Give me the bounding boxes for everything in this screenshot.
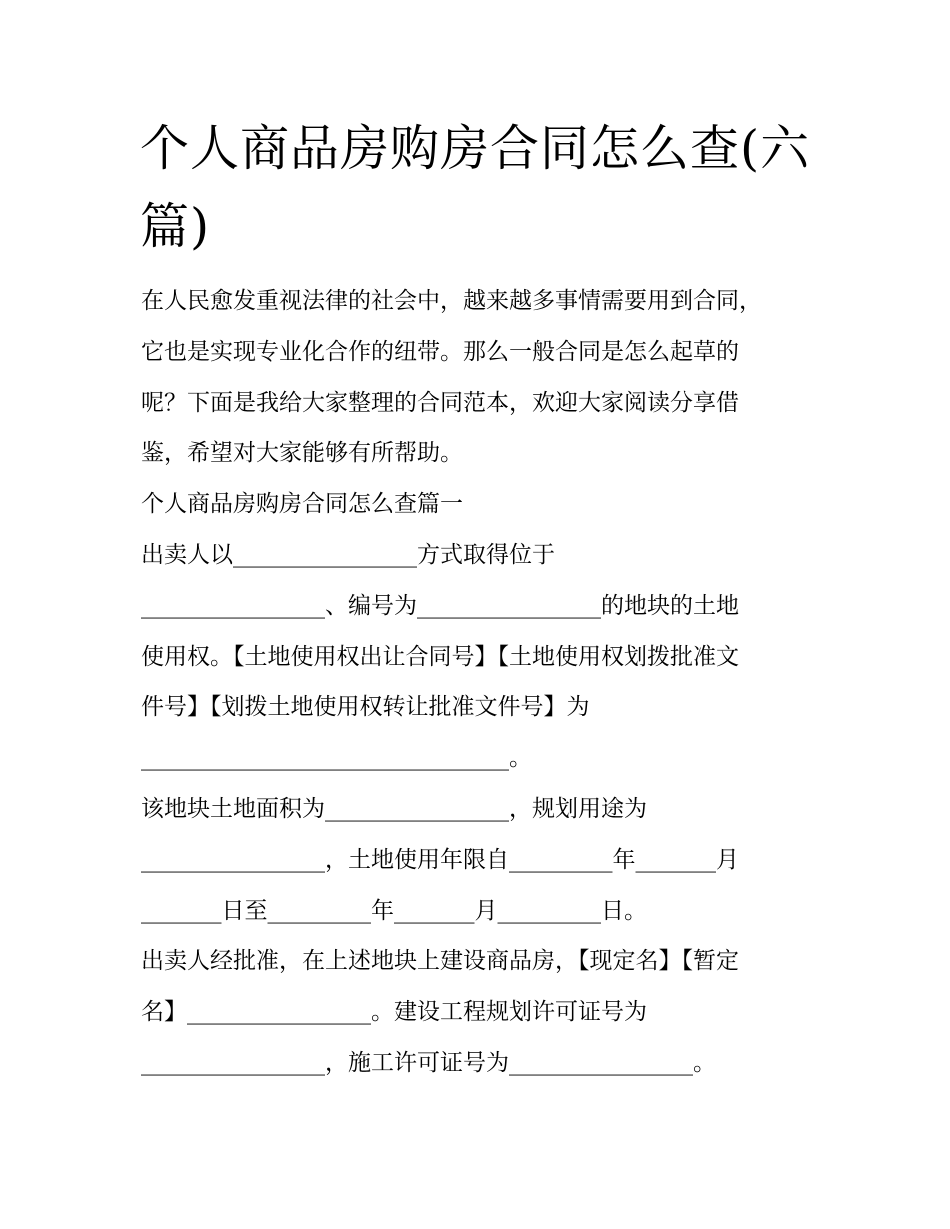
document-title: 个人商品房购房合同怎么查(六篇) (140, 120, 811, 255)
body-line: ________________________________。 (141, 745, 532, 772)
body-line: _______日至_________年_______月_________日。 (141, 897, 647, 924)
body-line: 使用权。【土地使用权出让合同号】【土地使用权划拨批准文 (141, 643, 739, 670)
body-line: ________________，施工许可证号为________________。 (141, 1049, 716, 1076)
body-line: 该地块土地面积为________________，规划用途为 (141, 795, 647, 822)
body-line: 呢？下面是我给大家整理的合同范本，欢迎大家阅读分享借 (141, 389, 739, 416)
body-line: 出卖人经批准，在上述地块上建设商品房，【现定名】【暂定 (141, 948, 739, 975)
section-heading: 个人商品房购房合同怎么查篇一 (141, 491, 463, 518)
body-line: ________________、编号为________________的地块的土地 (141, 592, 739, 619)
body-line: 在人民愈发重视法律的社会中，越来越多事情需要用到合同， (141, 288, 762, 314)
body-line: 它也是实现专业化合作的纽带。那么一般合同是怎么起草的 (141, 338, 739, 365)
body-line: 出卖人以________________方式取得位于 (141, 541, 555, 568)
body-line: ________________，土地使用年限自_________年_______月 (141, 846, 739, 873)
document-body (141, 276, 821, 1089)
body-line: 名】________________。建设工程规划许可证号为 (141, 999, 647, 1026)
body-line: 鉴，希望对大家能够有所帮助。 (141, 440, 463, 467)
body-line: 件号】【划拨土地使用权转让批准文件号】为 (141, 694, 590, 721)
